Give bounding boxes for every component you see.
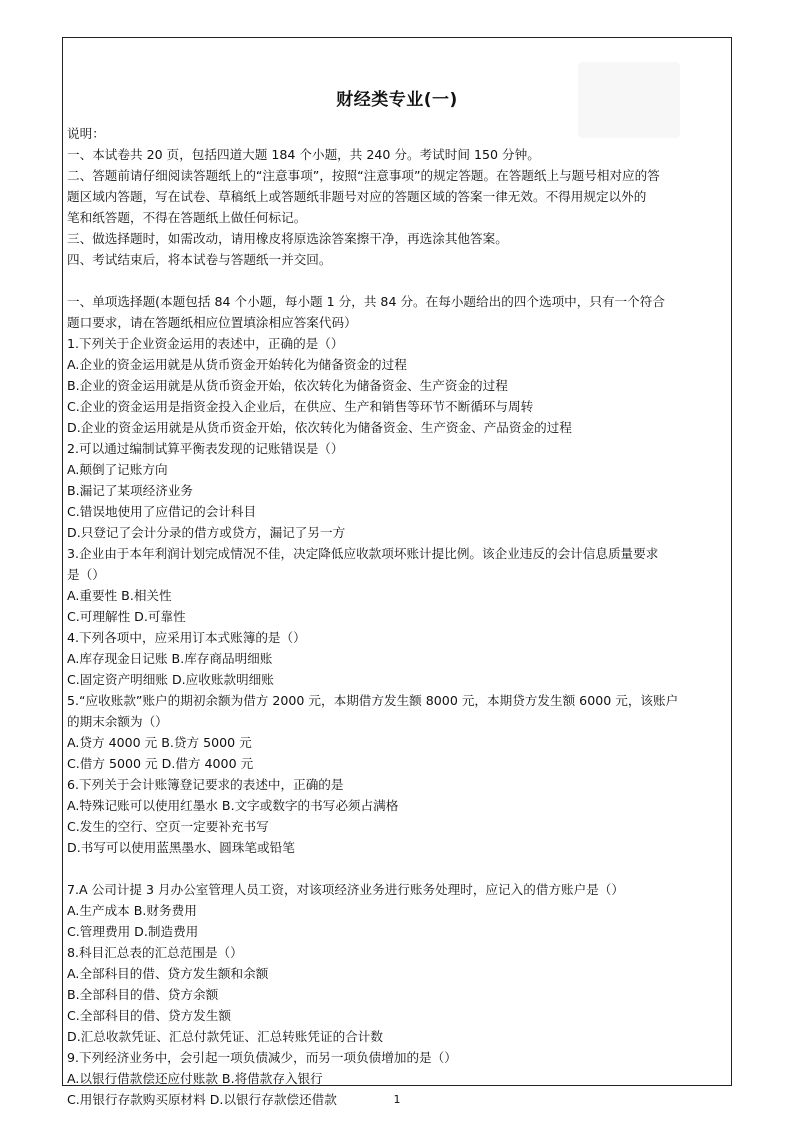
answer-option: A.库存现金日记账 B.库存商品明细账	[67, 651, 273, 666]
answer-option: D.书写可以使用蓝黑墨水、圆珠笔或铅笔	[67, 840, 295, 855]
section-heading-line: 题口要求，请在答题纸相应位置填涂相应答案代码）	[67, 315, 357, 330]
instructions-heading: 说明：	[67, 126, 105, 141]
question-stem: 9.下列经济业务中，会引起一项负债减少，而另一项负债增加的是（）	[67, 1050, 457, 1065]
answer-option: A.特殊记账可以使用红墨水 B.文字或数字的书写必须占满格	[67, 798, 399, 813]
question-stem: 3.企业由于本年利润计划完成情况不佳，决定降低应收款项坏账计提比例。该企业违反的会计信息质量要求	[67, 546, 659, 561]
section-heading-line: 一、单项选择题(本题包括 84 个小题，每小题 1 分，共 84 分。在每小题给出的四个选项中，只有一个符合	[67, 294, 665, 309]
instruction-line: 二、答题前请仔细阅读答题纸上的“注意事项”，按照“注意事项”的规定答题。在答题纸上与题号相对应的答	[67, 168, 660, 183]
answer-option: A.全部科目的借、贷方发生额和余额	[67, 966, 269, 981]
answer-option: C.错误地使用了应借记的会计科目	[67, 504, 257, 519]
instruction-line: 三、做选择题时，如需改动，请用橡皮将原选涂答案擦干净，再选涂其他答案。	[67, 231, 508, 246]
answer-option: D.企业的资金运用就是从货币资金开始，依次转化为储备资金、生产资金、产品资金的过程	[67, 420, 572, 435]
question-stem: 1.下列关于企业资金运用的表述中，正确的是（）	[67, 336, 344, 351]
answer-option: A.以银行借款偿还应付账款 B.将借款存入银行	[67, 1071, 323, 1086]
instructions	[67, 123, 727, 270]
section-heading	[67, 291, 727, 333]
question-stem: 7.A 公司计提 3 月办公室管理人员工资，对该项经济业务进行账务处理时，应记入的借方账户是（）	[67, 882, 624, 897]
exam-title: 财经类专业(一)	[336, 90, 458, 110]
answer-option: B.漏记了某项经济业务	[67, 483, 193, 498]
instruction-line: 笔和纸答题，不得在答题纸上做任何标记。	[67, 210, 307, 225]
exam-content	[67, 88, 727, 1110]
answer-option: A.企业的资金运用就是从货币资金开始转化为储备资金的过程	[67, 357, 407, 372]
answer-option: B.企业的资金运用就是从货币资金开始，依次转化为储备资金、生产资金的过程	[67, 378, 508, 393]
instruction-line: 四、考试结束后，将本试卷与答题纸一并交回。	[67, 252, 332, 267]
page-number: 1	[393, 1093, 401, 1106]
answer-option: A.颠倒了记账方向	[67, 462, 168, 477]
question-stem: 6.下列关于会计账簿登记要求的表述中，正确的是	[67, 777, 344, 792]
blank-line	[67, 270, 727, 291]
answer-option: B.全部科目的借、贷方余额	[67, 987, 219, 1002]
answer-option: C.企业的资金运用是指资金投入企业后，在供应、生产和销售等环节不断循环与周转	[67, 399, 534, 414]
question-list	[67, 333, 727, 1110]
answer-option: C.发生的空行、空页一定要补充书写	[67, 819, 269, 834]
question-stem: 4.下列各项中，应采用订本式账簿的是（）	[67, 630, 306, 645]
question-stem: 是（）	[67, 567, 105, 582]
answer-option: C.固定资产明细账 D.应收账款明细账	[67, 672, 274, 687]
answer-option: C.可理解性 D.可靠性	[67, 609, 186, 624]
answer-option: A.生产成本 B.财务费用	[67, 903, 197, 918]
instruction-line: 一、本试卷共 20 页，包括四道大题 184 个小题，共 240 分。考试时间 150 分钟。	[67, 147, 540, 162]
answer-option: C.用银行存款购买原材料 D.以银行存款偿还借款	[67, 1092, 337, 1107]
instruction-line: 题区域内答题，写在试卷、草稿纸上或答题纸非题号对应的答题区域的答案一律无效。不得用规定以外的	[67, 189, 647, 204]
question-stem: 8.科目汇总表的汇总范围是（）	[67, 945, 243, 960]
answer-option: A.贷方 4000 元 B.贷方 5000 元	[67, 735, 252, 750]
answer-option: D.汇总收款凭证、汇总付款凭证、汇总转账凭证的合计数	[67, 1029, 383, 1044]
answer-option: C.借方 5000 元 D.借方 4000 元	[67, 756, 254, 771]
question-stem: 2.可以通过编制试算平衡表发现的记账错误是（）	[67, 441, 344, 456]
question-stem: 的期末余额为（）	[67, 714, 168, 729]
answer-option: C.全部科目的借、贷方发生额	[67, 1008, 231, 1023]
answer-option: C.管理费用 D.制造费用	[67, 924, 199, 939]
answer-option	[67, 858, 727, 879]
answer-option: D.只登记了会计分录的借方或贷方，漏记了另一方	[67, 525, 346, 540]
question-stem: 5.“应收账款”账户的期初余额为借方 2000 元，本期借方发生额 8000 元，本期贷方发生额 6000 元，该账户	[67, 693, 679, 708]
answer-option: A.重要性 B.相关性	[67, 588, 172, 603]
